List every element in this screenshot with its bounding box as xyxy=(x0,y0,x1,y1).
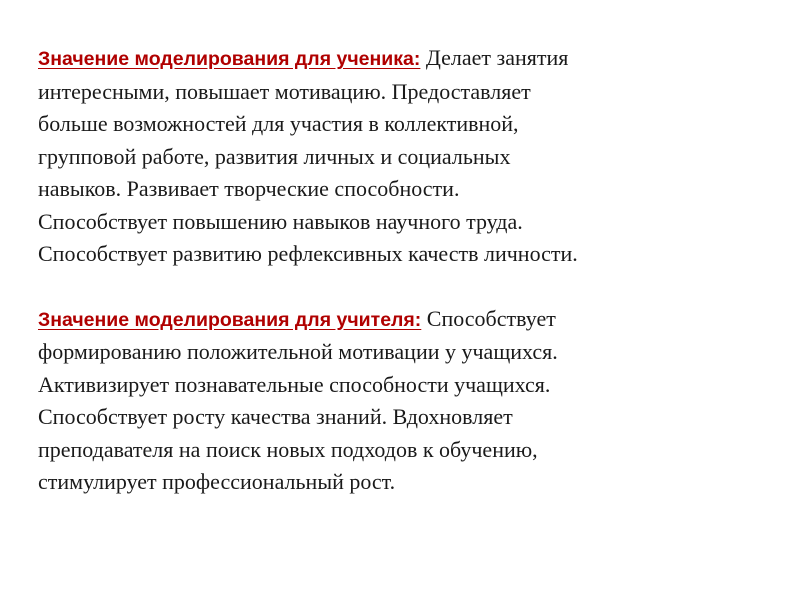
teacher-first-line-text: Способствует xyxy=(421,305,556,331)
teacher-line: Способствует росту качества знаний. Вдохновляет xyxy=(38,404,513,429)
student-first-line-text: Делает занятия xyxy=(420,45,569,70)
student-line: интересными, повышает мотивацию. Предоставляет xyxy=(38,78,531,104)
student-first-line xyxy=(38,42,760,76)
student-line: групповой работе, развития личных и социальных xyxy=(38,143,511,169)
teacher-section xyxy=(38,303,760,499)
student-section xyxy=(38,42,760,271)
teacher-line: стимулирует профессиональный рост. xyxy=(38,469,396,494)
student-line: навыков. Развивает творческие способности. xyxy=(38,176,460,201)
student-heading: Значение моделирования для ученика: xyxy=(38,48,421,70)
student-line: Способствует развитию рефлексивных качеств личности. xyxy=(38,241,578,266)
teacher-heading: Значение моделирования для учителя: xyxy=(38,308,422,331)
teacher-line: Активизирует познавательные способности учащихся. xyxy=(38,371,551,397)
teacher-line: преподавателя на поиск новых подходов к обучению, xyxy=(38,436,538,462)
student-line: Способствует повышению навыков научного труда. xyxy=(38,208,523,234)
teacher-line: формированию положительной мотивации у учащихся. xyxy=(38,339,558,364)
student-line: больше возможностей для участия в коллективной, xyxy=(38,111,519,136)
teacher-first-line xyxy=(38,303,760,337)
